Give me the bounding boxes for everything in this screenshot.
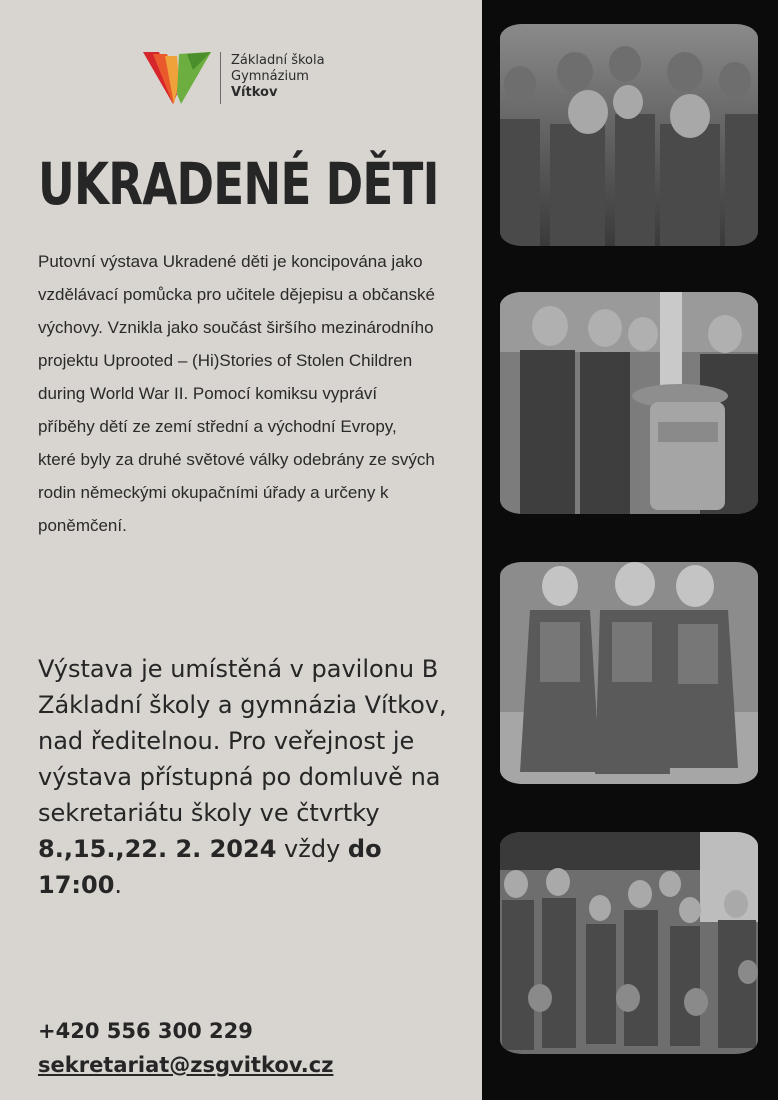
school-logo-icon [143, 50, 211, 106]
info-time: do 17:00 [38, 835, 382, 899]
historical-photo-icon [500, 24, 758, 246]
page-title: UKRADENÉ DĚTI [38, 150, 439, 218]
logo-divider [220, 52, 221, 104]
info-text-before: Výstava je umístěná v pavilonu B Základní školy a gymnázia Vítkov, nad ředitelnou. Pro veřejnost je výstava přístupná po domluvě na sekretariátu školy ve čtvrtky [38, 655, 447, 827]
logo-text [231, 53, 325, 101]
logo-line-1: Základní škola [231, 53, 325, 68]
historical-photo-icon [500, 832, 758, 1054]
historical-photo-icon [500, 292, 758, 514]
school-logo [143, 48, 343, 106]
historical-photo-icon [500, 562, 758, 784]
exhibition-info [38, 651, 463, 903]
info-dates: 8.,15.,22. 2. 2024 [38, 835, 277, 863]
logo-line-2: Gymnázium [231, 69, 309, 84]
photo-three-girls [500, 562, 758, 784]
contact-block [38, 1014, 458, 1082]
contact-email-link[interactable]: sekretariat@zsgvitkov.cz [38, 1053, 334, 1077]
info-text-middle: vždy [276, 835, 348, 863]
intro-paragraph: Putovní výstava Ukradené děti je koncipována jako vzdělávací pomůcka pro učitele dějepisu a občanské výchovy. Vznikla jako součást širšího mezinárodního projektu Uprooted – (Hi)Stories of Stolen Children during World War II. Pomocí komiksu vypráví příběhy dětí ze zemí střední a východní Evropy, které byly za druhé světové války odebrány ze svých rodin německými okupačními úřady a určeny k poněmčení. [38, 252, 435, 535]
photo-children-with-pails [500, 832, 758, 1054]
info-text-end: . [114, 871, 123, 899]
contact-phone[interactable]: +420 556 300 229 [38, 1019, 253, 1043]
photo-boys-with-stove [500, 292, 758, 514]
photo-boys-group [500, 24, 758, 246]
logo-line-3: Vítkov [231, 85, 278, 100]
